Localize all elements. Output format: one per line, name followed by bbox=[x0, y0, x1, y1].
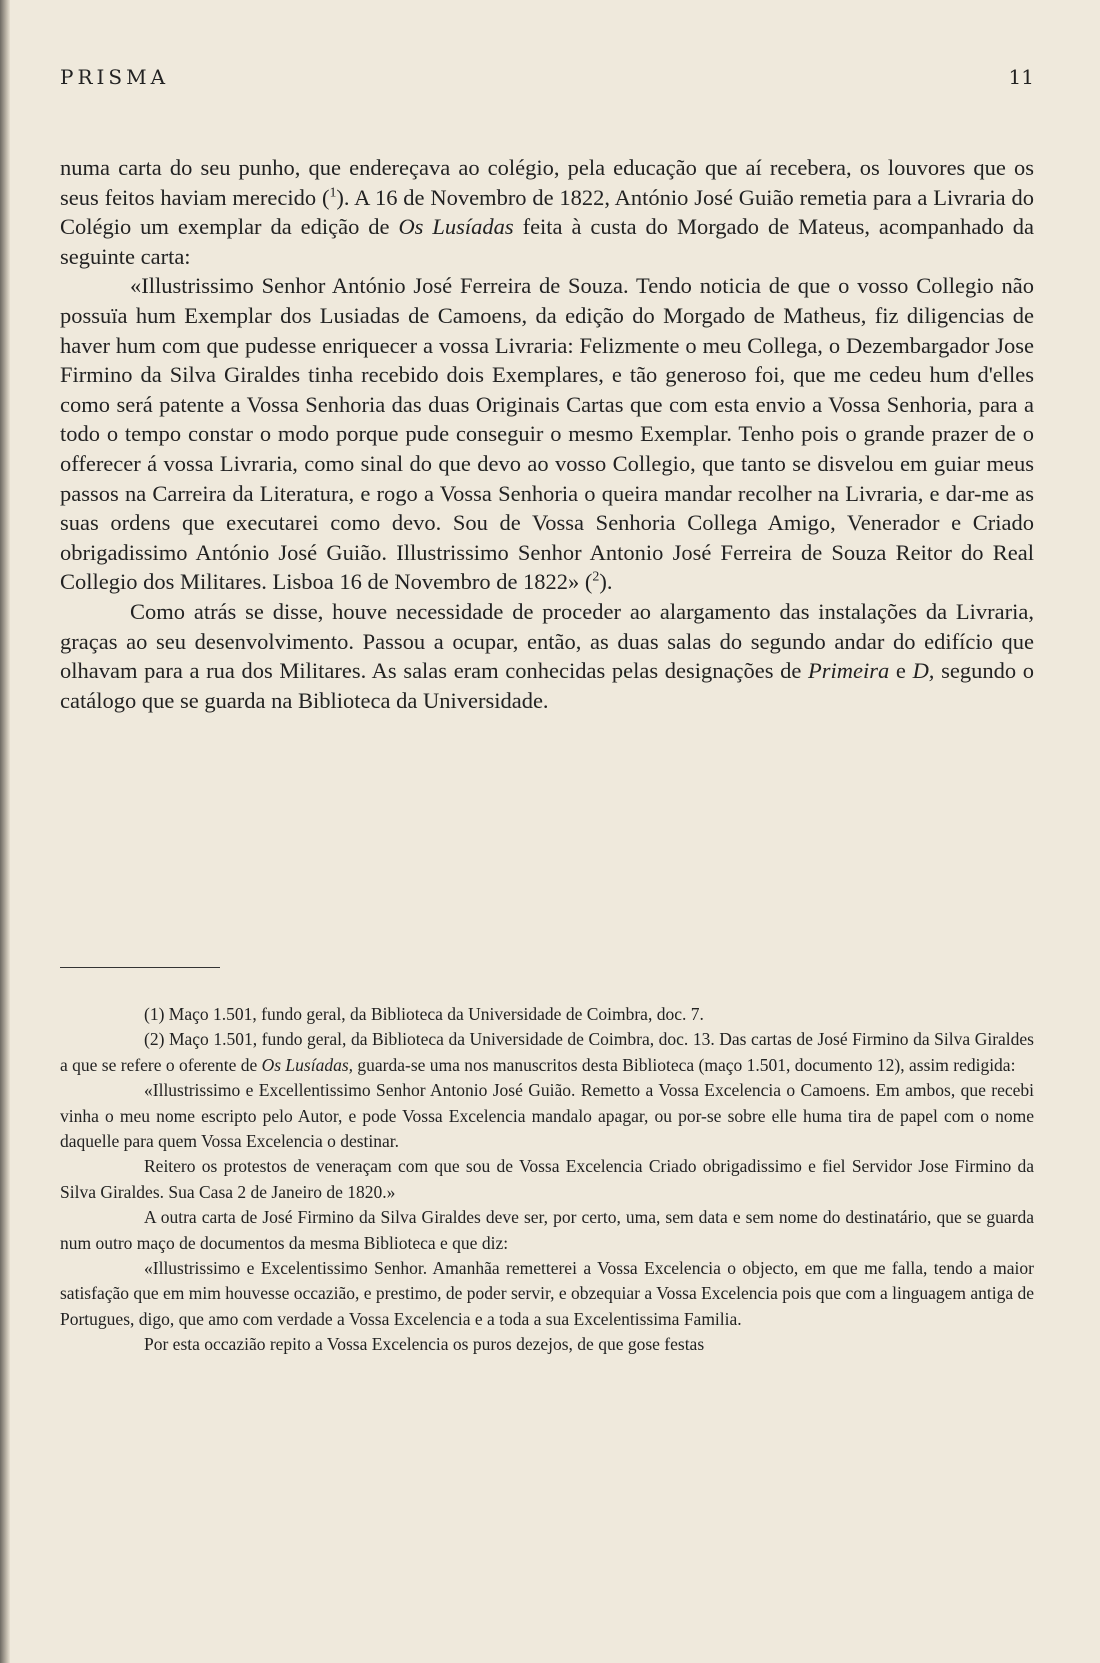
footnote-quote-2: Reitero os protestos de veneraçam com que sou de Vossa Excelencia Criado obrigadissimo e fiel Servidor Jose Firmino da Silva Giraldes. Sua Casa 2 de Janeiro de 1820.» bbox=[60, 1156, 1034, 1202]
page-spine-shadow bbox=[0, 0, 10, 1663]
paragraph-2-letter: «Illustrissimo Senhor António José Ferreira de Souza. Tendo noticia de que o vosso Collegio não possuïa hum Exemplar dos Lusiadas de Camoens, da edição do Morgado de Matheus, fiz diligencias de haver hum com que pudesse enriquecer a vossa Livraria: Felizmente o meu Collega, o Dezembargador Jose Firmino da Silva Giraldes tinha recebido dois Exemplares, e tão generoso foi, que me cedeu hum d'elles como será patente a Vossa Senhoria das duas Originais Cartas que com esta envio a Vossa Senhoria, para a todo o tempo constar o modo porque pude conseguir o mesmo Exemplar. Tenho pois o grande prazer de o offerecer á vossa Livraria, como sinal do que devo ao vosso Collegio, que tanto se disvelou em guiar meus passos na Carreira da Literatura, e rogo a Vossa Senhoria o queira mandar recolher na Livraria, e dar-me as suas ordens que executarei como devo. Sou de Vossa Senhoria Collega Amigo, Venerador e Criado obrigadissimo António José Guião. Illustrissimo Senhor Antonio José Ferreira de Souza Reitor do Real Collegio dos Militares. Lisboa 16 de Novembro de 1822» ($^2$). bbox=[60, 273, 1034, 595]
book-title: Os Lusíadas bbox=[398, 214, 514, 240]
footnotes bbox=[60, 1002, 1034, 1358]
footnote-quote-4: «Illustrissimo e Excelentissimo Senhor. Amanhãa remetterei a Vossa Excelencia o objecto, em que me falla, tendo a maior satisfação que em mim houvesse occazião, e prestimo, de poder servir, e obzequiar a Vossa Excelencia pois que com a linguagem antiga de Portugues, digo, que amo com verdade a Vossa Excelencia e a toda a sua Excelentissima Familia. bbox=[60, 1258, 1034, 1329]
footnote-2: (2) Maço 1.501, fundo geral, da Biblioteca da Universidade de Coimbra, doc. 13. Das cartas de José Firmino da Silva Giraldes a que se refere o oferente de Os Lusíadas, guarda-se uma nos manuscritos desta Biblioteca (maço 1.501, documento 12), assim redigida: bbox=[60, 1029, 1034, 1075]
footnote-book-title: Os Lusíadas, bbox=[261, 1054, 354, 1075]
room-name-primeira: Primeira bbox=[808, 658, 890, 684]
footnote-separator bbox=[60, 967, 220, 968]
footnote-2-marker: (2) bbox=[144, 1029, 165, 1050]
running-title: PRISMA bbox=[60, 65, 170, 89]
footnote-1-marker: (1) bbox=[144, 1004, 165, 1024]
paragraph-3: Como atrás se disse, houve necessidade de proceder ao alargamento das instalações da Livraria, graças ao seu desenvolvimento. Passou a ocupar, então, as duas salas do segundo andar do edifício que olhavam para a rua dos Militares. As salas eram conhecidas pelas designações de Primeira e D, segundo o catálogo que se guarda na Biblioteca da Universidade. bbox=[60, 598, 1034, 713]
room-name-d: D, bbox=[912, 658, 935, 684]
footnote-1: (1) Maço 1.501, fundo geral, da Biblioteca da Universidade de Coimbra, doc. 7. bbox=[144, 1004, 704, 1024]
footnote-quote-1: «Illustrissimo e Excellentissimo Senhor Antonio José Guião. Remetto a Vossa Excelencia o Camoens. Em ambos, que recebi vinha o meu nome escripto pelo Autor, e pode Vossa Excelencia mandalo apagar, ou por-se sobre elle huma tira de papel com o nome daquelle para quem Vossa Excelencia o destinar. bbox=[60, 1080, 1034, 1152]
footnote-ref-1: 1 bbox=[329, 185, 337, 201]
main-text bbox=[60, 153, 1034, 715]
running-header bbox=[60, 65, 1034, 95]
book-page bbox=[60, 0, 1034, 1663]
footnote-quote-5: Por esta occazião repito a Vossa Excelencia os puros dezejos, de que gose festas bbox=[144, 1334, 705, 1355]
footnote-ref-2: 2 bbox=[592, 569, 600, 585]
page-number: 11 bbox=[1008, 65, 1034, 89]
footnote-paragraph-3: A outra carta de José Firmino da Silva Giraldes deve ser, por certo, uma, sem data e sem nome do destinatário, que se guarda num outro maço de documentos da mesma Biblioteca e que diz: bbox=[60, 1207, 1034, 1253]
paragraph-1: numa carta do seu punho, que endereçava ao colégio, pela educação que aí recebera, os louvores que os seus feitos haviam merecido ($^1$). A 16 de Novembro de 1822, António José Guião remetia para a Livraria do Colégio um exemplar da edição de Os Lusíadas feita à custa do Morgado de Mateus, acompanhado da seguinte carta: bbox=[60, 155, 1035, 269]
